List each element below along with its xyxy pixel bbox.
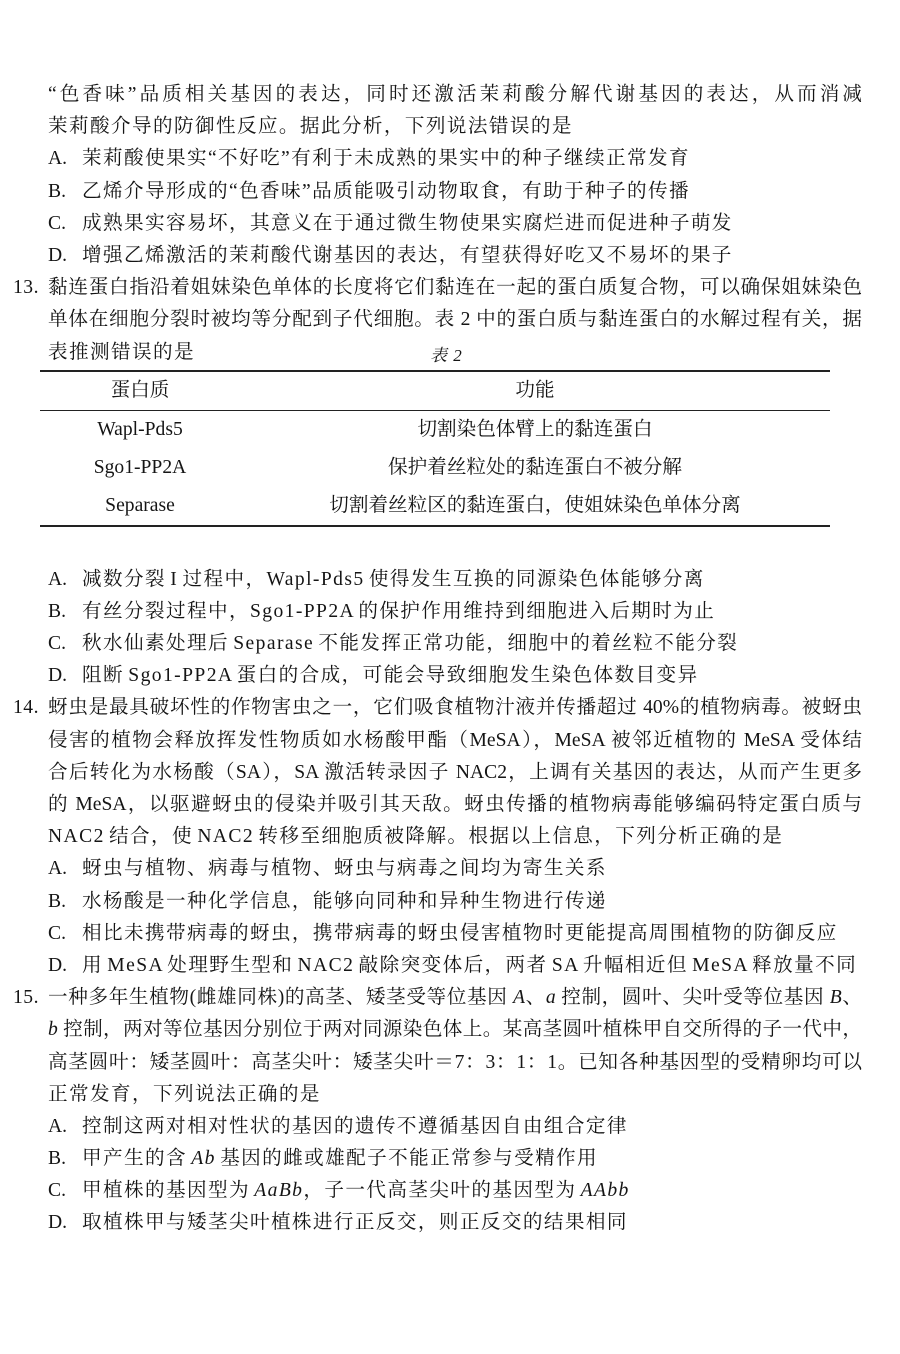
option-label: A. [48,1115,68,1137]
option-text: 甲产生的含 [82,1148,192,1170]
option-text: 减数分裂 I 过程中，Wapl-Pds5 使得发生互换的同源染色体能够分离 [82,568,705,590]
protein-function-table [40,370,830,527]
q14-stem-line: 侵害的植物会释放挥发性物质如水杨酸甲酯（MeSA），MeSA 被邻近植物的 MeSA 受体结 [48,729,862,751]
option-label: B. [48,180,66,202]
option-label: C. [48,922,66,944]
option-text: 蚜虫与植物、病毒与植物、蚜虫与病毒之间均为寄生关系 [82,858,607,880]
option-text: 甲植株的基因型为 [82,1180,255,1202]
q14-stem-line: 蚜虫是最具破坏性的作物害虫之一，它们吸食植物汁液并传播超过 40%的植物病毒。被蚜虫 [48,697,862,719]
stem-text: 控制，两对等位基因分别位于两对同源染色体上。某高茎圆叶植株甲自交所得的子一代中， [57,1019,862,1041]
q14-option-c [48,918,862,950]
question-number: 15. [13,987,39,1009]
option-label: A. [48,148,68,170]
q13-stem-line: 黏连蛋白指沿着姐妹染色单体的长度将它们黏连在一起的蛋白质复合物，可以确保姐妹染色 [48,277,862,299]
q13-option-b [48,596,862,628]
q14-stem-line: NAC2 结合，使 NAC2 转移至细胞质被降解。根据以上信息，下列分析正确的是 [48,826,784,848]
genotype: AaBb [254,1180,304,1202]
table-row [40,487,830,526]
option-text: 相比未携带病毒的蚜虫，携带病毒的蚜虫侵害植物时更能提高周围植物的防御反应 [82,922,838,944]
q12-option-a [48,143,862,175]
q12-option-c [48,208,862,240]
stem-text: 、 [841,987,862,1009]
table-row [40,449,830,487]
q13-options [48,564,862,693]
table-cell-function: 切割染色体臂上的黏连蛋白 [417,418,653,440]
option-text: 有丝分裂过程中，Sgo1-PP2A 的保护作用维持到细胞进入后期时为止 [82,600,716,622]
option-text: 秋水仙素处理后 Separase 不能发挥正常功能，细胞中的着丝粒不能分裂 [82,633,739,655]
option-text: ，子一代高茎尖叶的基因型为 [303,1180,581,1202]
table-cell-protein: Sgo1-PP2A [93,456,187,478]
table-cell-function: 保护着丝粒处的黏连蛋白不被分解 [388,456,682,478]
table-cell-function: 切割着丝粒区的黏连蛋白，使姐妹染色单体分离 [240,487,830,526]
question-15 [13,982,862,1240]
gene-symbol: A [513,987,525,1009]
option-label: D. [48,665,68,687]
stem-text: 控制，圆叶、尖叶受等位基因 [555,987,830,1009]
option-text: 增强乙烯激活的茉莉酸代谢基因的表达，有望获得好吃又不易坏的果子 [82,244,733,266]
table-caption: 表 2 [430,345,464,365]
exam-page [13,79,862,1240]
table-header-function: 功能 [240,371,830,411]
option-text: 茉莉酸使果实“不好吃”有利于未成熟的果实中的种子继续正常发育 [82,148,691,170]
option-text: 用 MeSA 处理野生型和 NAC2 敲除突变体后，两者 SA 升幅相近但 MeSA 释放量不同 [82,954,858,976]
q13-stem-line: 单体在细胞分裂时被均等分配到子代细胞。表 2 中的蛋白质与黏连蛋白的水解过程有关，据 [48,309,862,331]
option-text: 乙烯介导形成的“色香味”品质能吸引动物取食，有助于种子的传播 [82,180,691,202]
q14-stem-line: 的 MeSA，以驱避蚜虫的侵染并吸引其天敌。蚜虫传播的植物病毒能够编码特定蛋白质与 [48,794,862,815]
q12-option-d [48,240,862,272]
option-label: C. [48,1180,66,1202]
option-text: 控制这两对相对性状的基因的遗传不遵循基因自由组合定律 [82,1115,628,1137]
question-14 [13,692,862,982]
table-header-row [40,371,830,411]
q15-option-a [48,1111,862,1143]
option-text: 水杨酸是一种化学信息，能够向同种和异种生物进行传递 [82,890,607,912]
q13-option-c [48,628,862,660]
q12-option-b [48,176,862,208]
option-text: 成熟果实容易坏，其意义在于通过微生物使果实腐烂进而促进种子萌发 [82,212,733,234]
q14-stem-line: 合后转化为水杨酸（SA），SA 激活转录因子 NAC2，上调有关基因的表达，从而产生更多 [48,761,862,783]
q14-option-a [48,853,862,885]
option-label: D. [48,954,68,976]
q13-stem-line-with-caption [48,337,862,369]
q13-option-d [48,660,862,692]
q12-stem-line: 茉莉酸介导的防御性反应。据此分析，下列说法错误的是 [48,116,573,138]
option-label: A. [48,858,68,880]
q13-stem-text: 表推测错误的是 [48,341,195,363]
table-row [40,410,830,449]
q15-stem-line: 高茎圆叶：矮茎圆叶：高茎尖叶：矮茎尖叶＝7：3：1：1。已知各种基因型的受精卵均可以 [48,1051,862,1073]
option-label: B. [48,600,66,622]
option-label: D. [48,1212,68,1234]
table-header-protein: 蛋白质 [40,371,240,411]
q15-option-c [48,1175,862,1207]
q15-stem-line: 正常发育，下列说法正确的是 [48,1083,321,1105]
stem-text: 一种多年生植物(雌雄同株)的高茎、矮茎受等位基因 [48,987,514,1009]
option-label: C. [48,212,66,234]
q15-stem-line [48,982,862,1014]
gene-symbol: a [545,987,556,1009]
q15-stem-line [48,1014,862,1046]
option-label: C. [48,633,66,655]
option-text: 取植株甲与矮茎尖叶植株进行正反交，则正反交的结果相同 [82,1212,628,1234]
option-label: D. [48,244,68,266]
question-12-continuation [48,79,862,272]
q12-stem-line: “色香味”品质相关基因的表达，同时还激活茉莉酸分解代谢基因的表达，从而消减 [48,84,862,105]
option-label: A. [48,568,68,590]
option-label: B. [48,890,66,912]
q14-option-b [48,886,862,918]
option-text: 阻断 Sgo1-PP2A 蛋白的合成，可能会导致细胞发生染色体数目变异 [82,665,699,687]
table-cell-protein: Separase [40,487,240,526]
table-cell-protein: Wapl-Pds5 [97,418,183,440]
question-number: 13. [13,277,39,299]
stem-text: 、 [525,987,546,1009]
gene-symbol: b [48,1019,58,1041]
option-label: B. [48,1148,66,1170]
q14-option-d [48,950,862,982]
genotype: AAbb [580,1180,630,1202]
gene-symbol: B [829,987,842,1009]
q15-option-d [48,1207,862,1239]
question-number: 14. [13,697,39,719]
genotype: Ab [191,1148,216,1170]
option-text: 基因的雌或雄配子不能正常参与受精作用 [215,1148,599,1170]
q13-option-a [48,564,862,596]
question-13 [13,272,862,692]
q15-option-b [48,1143,862,1175]
